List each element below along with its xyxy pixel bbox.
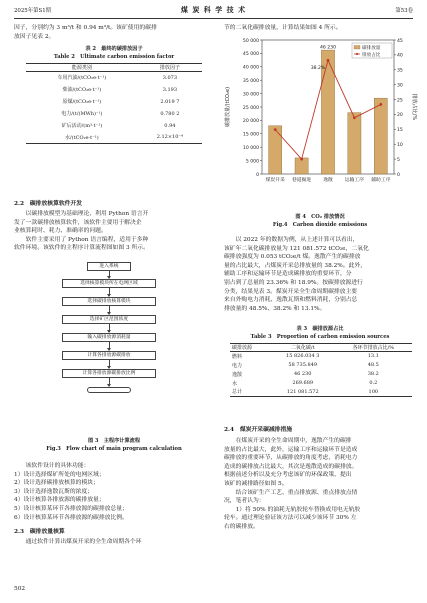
legend-swatch-point bbox=[356, 53, 358, 55]
table-row bbox=[230, 388, 412, 397]
text-line: 该软件设计的具体功能： bbox=[14, 463, 90, 469]
line-point bbox=[300, 158, 303, 161]
bar bbox=[269, 126, 282, 174]
x-tick-label: 运输工序 bbox=[344, 178, 365, 183]
y-left-tick-label: 30 000 bbox=[242, 92, 259, 98]
table3-title-en: Table 3 Proportion of carbon emission sources bbox=[250, 334, 390, 340]
section-2-3-body: 通过软件计算出煤炭开采的全生命周期各个环 bbox=[14, 539, 142, 545]
table-header: 碳排放源 bbox=[232, 345, 253, 351]
list-item: 6）设计核算某环节各排放源的碳排放比例。 bbox=[14, 514, 128, 521]
table-row bbox=[26, 108, 202, 120]
y-right-tick-label: 35 bbox=[397, 68, 403, 74]
table-cell-value: 0.2 bbox=[369, 380, 378, 386]
text-line: 以碳排放模型为基础理论，利用 Python 语言开 bbox=[14, 211, 149, 217]
legend-label: 排放占比 bbox=[362, 52, 381, 58]
table-cell-value: 3.073 bbox=[162, 74, 178, 81]
right-intro-line: 节的二氧化碳排放量，计算结果如图 4 所示。 bbox=[224, 25, 342, 31]
table-cell-value: 269.689 bbox=[292, 380, 314, 386]
legend-label: 碳排放量 bbox=[362, 45, 381, 51]
text-line: 根据前述分析以及充分考虑该矿的环保政策，提出 bbox=[224, 472, 352, 479]
table-cell-label: 水 bbox=[232, 380, 238, 387]
text-line: 在煤炭开采的全生命周期中，逸散产生的碳排 bbox=[224, 438, 352, 444]
text-line: 1）将 50% 的油耗无轨胶轮车替换成用电无轨胶 bbox=[224, 506, 361, 513]
table2-title-en: Table 2 Ultimate carbon emission factor bbox=[53, 54, 175, 60]
y-left-tick-label: 35 000 bbox=[242, 79, 259, 84]
table-row bbox=[230, 352, 412, 361]
table2 bbox=[26, 63, 202, 144]
table-row bbox=[26, 120, 202, 132]
flow-step: 选择碳排放核算模块 bbox=[62, 297, 156, 306]
y-right-tick-label: 5 bbox=[397, 157, 400, 163]
list-item: 5）设计核算某环节各排放源的碳排放总量； bbox=[14, 505, 128, 512]
flow-end bbox=[87, 387, 131, 393]
text-line: 放量的占比最大，此外，运输工序和运输环节是造成 bbox=[224, 446, 358, 453]
table-cell-value: 58 735.849 bbox=[288, 362, 318, 368]
text-line: 碳排放的重要环节，从碳排放的角度考虑，消耗电力 bbox=[224, 455, 358, 462]
text-line: 排放量的 48.5%、38.2% 和 13.1%。 bbox=[224, 305, 326, 312]
x-tick-label: 煤炭开采 bbox=[265, 178, 285, 183]
y-right-tick-label: 15 bbox=[397, 128, 403, 134]
table-header: 排放因子 bbox=[159, 65, 180, 71]
flow-step: 选择核算模块所在电网区域 bbox=[62, 279, 156, 288]
line-point bbox=[274, 128, 277, 131]
list-item: 3）设计选择逸散瓦斯的浓度； bbox=[14, 488, 94, 495]
fig4-caption-cn: 图 4 CO₂ 排放情况 bbox=[295, 214, 345, 220]
table-cell-value: 2.019 7 bbox=[160, 98, 180, 105]
text-line: 业核算耗时、耗力、准确率的问题。 bbox=[14, 228, 107, 235]
table-cell-label: 车用汽油/(tCO₂e·t⁻¹) bbox=[57, 75, 107, 82]
table-header: 各环节排放占比/% bbox=[352, 345, 395, 351]
header-issue: 2025年第S1期 bbox=[14, 8, 52, 14]
table-cell-value: 38.2 bbox=[367, 371, 379, 377]
y-left-tick-label: 0 bbox=[256, 172, 259, 178]
text-line: 结合该矿生产工艺、重点排放源、重点排放点情 bbox=[224, 489, 358, 496]
y-left-tick-label: 50 000 bbox=[242, 38, 259, 44]
section-2-3-title: 2.3 碳排放量核算 bbox=[14, 529, 65, 535]
y-left-tick-label: 15 000 bbox=[242, 132, 259, 138]
text-line: 轮车。通过理论验证该方法可以减少该环节 30% 左 bbox=[224, 515, 357, 522]
table-cell-label: 总计 bbox=[232, 389, 243, 396]
text-line: 放因子见表 2。 bbox=[14, 33, 55, 40]
list-item: 1）设计选择煤矿所处的电网区域； bbox=[14, 471, 105, 478]
text-line: 碳排放强度为 0.053 tCO₂e/t 煤。逸散产生的碳排放 bbox=[224, 254, 361, 261]
flow-step: 计算各排放源碳排放 bbox=[62, 351, 156, 360]
table-cell-label: 逸散 bbox=[232, 371, 243, 378]
text-line: 以 2022 年的数据为例，从上述计算可以看出， bbox=[224, 237, 359, 243]
table-cell-value: 0.780 2 bbox=[160, 110, 180, 117]
table-cell-value: 46 230 bbox=[293, 371, 312, 377]
table-row bbox=[26, 72, 202, 84]
line-point bbox=[353, 116, 356, 119]
section-2-2-title: 2.2 碳排放核算软件开发 bbox=[14, 201, 83, 207]
flow-step: 选择矿区范围浓度 bbox=[62, 315, 156, 324]
journal-title: 煤 炭 科 学 技 术 bbox=[180, 5, 247, 14]
table2-title-cn: 表 2 最终的碳排放因子 bbox=[85, 46, 143, 52]
table-row bbox=[26, 84, 202, 96]
text-line: 软件环境。该软件的主程序计算流程图如图 3 所示。 bbox=[14, 245, 149, 252]
table-cell-label: 原煤/(tCO₂e·t⁻¹) bbox=[62, 99, 102, 105]
y-left-axis-label: 碳排放量/(tCO₂e) bbox=[225, 86, 231, 128]
table-cell-label: 柴油/(tCO₂e·t⁻¹) bbox=[62, 87, 102, 93]
table3-title-cn: 表 3 碳排放源占比 bbox=[296, 326, 344, 332]
x-tick-label: 辅助工序 bbox=[371, 178, 391, 183]
text-line: 辅助工序和运输环节是造成碳排放的重要环节，分 bbox=[224, 271, 352, 278]
text-line: 该矿年二氧化碳排放量为 121 081.572 tCO₂e，二氧化 bbox=[224, 245, 369, 252]
text-line: 分类，结果见表 3。煤炭开采全生命周期碳排放主要 bbox=[224, 288, 358, 295]
y-right-tick-label: 30 bbox=[397, 83, 403, 89]
y-right-tick-label: 20 bbox=[397, 113, 403, 119]
co2-emission-chart bbox=[222, 34, 418, 212]
y-right-tick-label: 0 bbox=[397, 172, 400, 178]
list-item: 4）设计核算各排放源的碳排放量； bbox=[14, 497, 105, 504]
bar bbox=[374, 98, 387, 174]
y-left-tick-label: 45 000 bbox=[242, 52, 259, 58]
text-line: 右的碳排放。 bbox=[224, 523, 259, 530]
text-line: 造成的碳排放占比最大，其次是逸散造成的碳排放。 bbox=[224, 463, 358, 470]
y-left-tick-label: 40 000 bbox=[242, 65, 259, 71]
header-volume: 第53卷 bbox=[395, 8, 413, 14]
table-cell-value: 2.12×10⁻⁴ bbox=[156, 134, 184, 141]
text-line: 发了一款碳排放核算软件，该软件主要用于解决企 bbox=[14, 219, 142, 226]
y-right-tick-label: 45 bbox=[397, 38, 403, 44]
table-row bbox=[26, 96, 202, 108]
table-cell-label: 水/(tCO₂e·t⁻¹) bbox=[65, 134, 99, 141]
table-cell-value: 15 826.034 3 bbox=[286, 353, 320, 360]
header-rule bbox=[14, 18, 413, 19]
table-header: 二氧化碳/t bbox=[290, 345, 315, 351]
table-cell-value: 100 bbox=[368, 388, 379, 395]
table3 bbox=[230, 343, 412, 397]
table-row bbox=[230, 379, 412, 388]
annotation-percent: 38.2% bbox=[310, 66, 326, 72]
table-row bbox=[230, 361, 412, 370]
y-right-tick-label: 40 bbox=[397, 53, 403, 59]
list-item: 2）设计选择碳排放核算的模块； bbox=[14, 480, 99, 487]
left-intro-para bbox=[14, 24, 214, 41]
function-list bbox=[14, 462, 219, 522]
y-right-axis-label: 排放占比/% bbox=[411, 93, 417, 121]
text-line: 该矿的减排路径如图 5。 bbox=[224, 480, 288, 487]
text-line: 来自外购电力消耗、逸散瓦斯和燃料消耗，分别占总 bbox=[224, 297, 358, 304]
fig4-caption-en: Fig.4 Carbon dioxide emissions bbox=[272, 222, 368, 228]
table-header: 能源类别 bbox=[71, 65, 92, 71]
table-row bbox=[230, 370, 412, 379]
line-point bbox=[379, 103, 382, 106]
y-right-tick-label: 25 bbox=[397, 98, 403, 104]
right-analysis-para bbox=[224, 236, 420, 313]
x-tick-label: 巷道掘进 bbox=[291, 178, 312, 183]
bar bbox=[348, 113, 361, 174]
y-left-tick-label: 10 000 bbox=[242, 146, 259, 151]
annotation-value: 46 230 bbox=[319, 45, 337, 51]
table-cell-value: 13.1 bbox=[367, 353, 379, 360]
y-left-tick-label: 5 000 bbox=[245, 159, 259, 165]
page-number: 502 bbox=[14, 586, 26, 592]
section-2-4-body bbox=[224, 437, 420, 532]
fig3-caption-en: Fig.3 Flow chart of main program calculation bbox=[46, 446, 182, 452]
text-line: 软件主要采用了 Python 语言编程，适用于多种 bbox=[14, 236, 149, 243]
table-cell-value: 48.5 bbox=[367, 362, 379, 368]
legend-swatch-bar bbox=[354, 46, 360, 50]
text-line: 因子，分别约为 3 m³/t 和 0.94 m³/t。该矿使用的碳排 bbox=[14, 25, 157, 31]
table-cell-label: 电力/(t/(MWh)⁻¹) bbox=[61, 111, 103, 117]
y-left-tick-label: 25 000 bbox=[242, 105, 259, 111]
table-cell-value: 0.94 bbox=[164, 122, 176, 129]
flow-step: 计算各排放源碳排放比例 bbox=[62, 369, 156, 378]
y-right-tick-label: 10 bbox=[397, 143, 403, 149]
y-left-tick-label: 20 000 bbox=[242, 119, 259, 125]
text-line: 况，笔者认为： bbox=[224, 498, 265, 505]
x-tick-label: 逸散 bbox=[323, 178, 333, 183]
table-cell-value: 121 081.572 bbox=[286, 388, 319, 395]
flow-start: 进入系统 bbox=[87, 262, 131, 271]
table-cell-label: 燃料 bbox=[232, 353, 243, 360]
table-cell-label: 电力 bbox=[232, 362, 243, 369]
table-row bbox=[26, 132, 202, 144]
fig3-caption-cn: 图 3 主程序计算流程 bbox=[87, 438, 141, 444]
flow-step: 输入碳排放源消耗量 bbox=[62, 333, 156, 342]
table-cell-value: 3.193 bbox=[162, 86, 178, 93]
table-cell-label: 矿后活动/(m³·t⁻¹) bbox=[61, 123, 103, 129]
line-point bbox=[327, 59, 330, 62]
section-2-4-title: 2.4 煤炭开采碳减排措施 bbox=[224, 427, 293, 433]
section-2-2-body bbox=[14, 210, 219, 253]
text-line: 量的占比最大，占煤炭开采总排放量的 38.2%。此外， bbox=[224, 262, 366, 269]
flowchart bbox=[40, 262, 190, 430]
text-line: 别占到了总量的 23.36% 和 18.9%。按碳排放源进行 bbox=[224, 279, 363, 286]
